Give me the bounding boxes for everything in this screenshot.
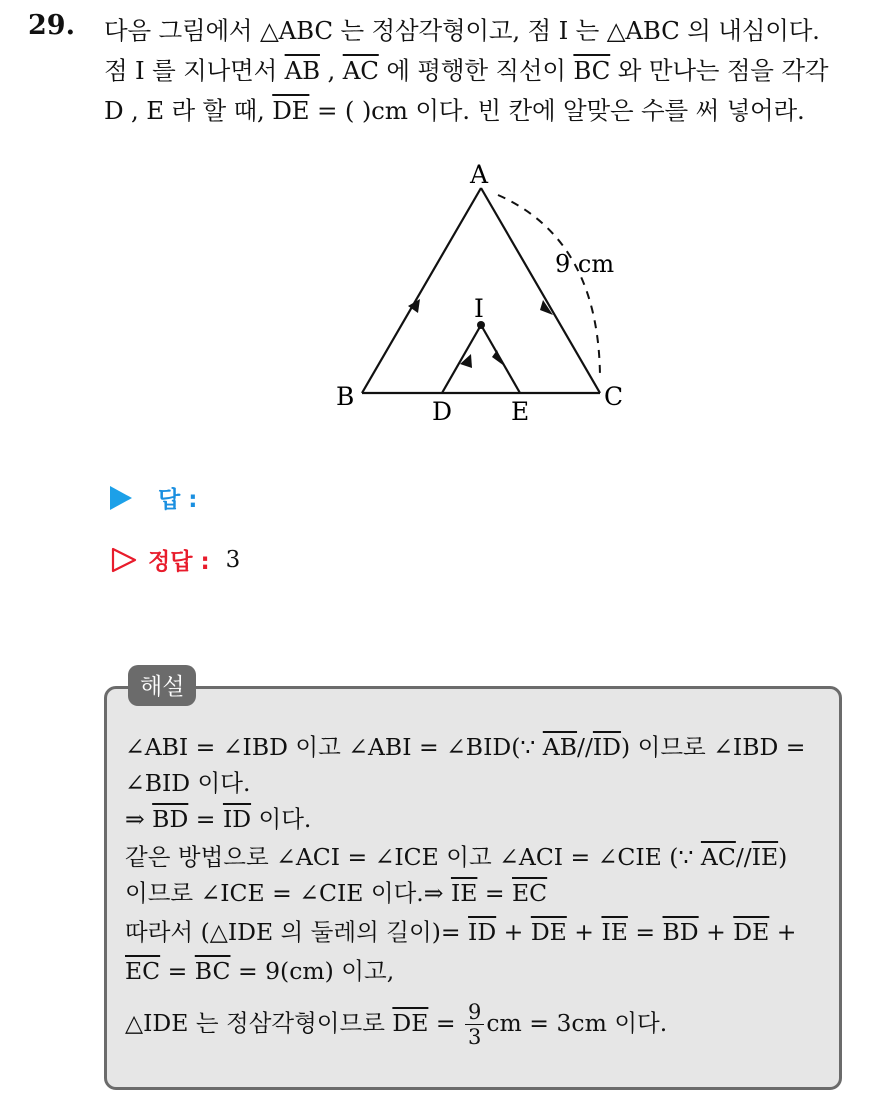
triangle-figure: [320, 150, 650, 440]
label-a: A: [470, 160, 489, 189]
arrow-di: [460, 354, 472, 368]
solution-line-5: 이므로 ∠ICE = ∠CIE 이다.⇒ $\overline{IE} = \overline{EC}$: [125, 879, 548, 907]
solution-line-6: 따라서 (△IDE 의 둘레의 길이)= $\overline{ID} + \overline{DE} + \overline{IE} = \overline{BD} + \overline{DE}$ +: [125, 918, 797, 946]
answer-label: 답 :: [158, 487, 198, 513]
correct-answer-row: [110, 543, 240, 576]
side-ac: [481, 188, 600, 393]
correct-answer-label: 정답 :: [148, 549, 210, 575]
segment-ac: $\overline{AC}$: [342, 56, 379, 85]
solution-line-4: 같은 방법으로 ∠ACI = ∠ICE 이고 ∠ACI = ∠CIE (∵ $\overline{AC}//\overline{IE}$): [125, 843, 788, 871]
label-e: E: [511, 397, 530, 426]
segment-de: $\overline{DE}$: [272, 96, 310, 125]
fraction: $\frac{9}{3}$: [465, 1000, 484, 1049]
play-filled-icon: [110, 486, 132, 510]
label-side-length: 9 cm: [555, 250, 615, 278]
dashed-arc: [498, 195, 600, 380]
question-line-3: D , E 라 할 때, $\overline{DE}$ = ( )cm 이다. 빈 칸에 알맞은 수를 써 넣어라.: [104, 96, 805, 125]
segment-di: [442, 325, 481, 393]
segment-ab: $\overline{AB}$: [284, 56, 320, 85]
label-b: B: [336, 382, 355, 411]
solution-tag: 해설: [128, 665, 196, 706]
solution-line-1: ∠ABI = ∠IBD 이고 ∠ABI = ∠BID(∵ $\overline{AB}//\overline{ID}$) 이므로 ∠IBD =: [125, 733, 806, 761]
correct-answer-value: 3: [225, 546, 241, 573]
arrow-ie: [492, 350, 503, 365]
segment-bc: $\overline{BC}$: [573, 56, 611, 85]
answer-row: [110, 481, 197, 514]
label-d: D: [432, 397, 453, 426]
solution-line-7: $\overline{EC} = \overline{BC} = 9(cm)$ 이고,: [125, 957, 395, 985]
play-outline-icon: [110, 547, 138, 573]
question-number: 29.: [28, 10, 75, 41]
question-line-1: 다음 그림에서 △ABC 는 정삼각형이고, 점 I 는 △ABC 의 내심이다.: [104, 16, 820, 45]
solution-line-3: ⇒ $\overline{BD} = \overline{ID}$ 이다.: [125, 805, 312, 833]
solution-line-8: △IDE 는 정삼각형이므로 $\overline{DE}$ = $\frac{9}{3}$ cm = 3cm 이다.: [125, 1000, 668, 1050]
label-c: C: [604, 382, 624, 411]
solution-line-2: ∠BID 이다.: [125, 769, 251, 797]
label-i: I: [474, 294, 484, 323]
question-line-2: 점 I 를 지나면서 $\overline{AB}$ , $\overline{AC}$ 에 평행한 직선이 $\overline{BC}$ 와 만나는 점을 각각: [104, 56, 829, 85]
